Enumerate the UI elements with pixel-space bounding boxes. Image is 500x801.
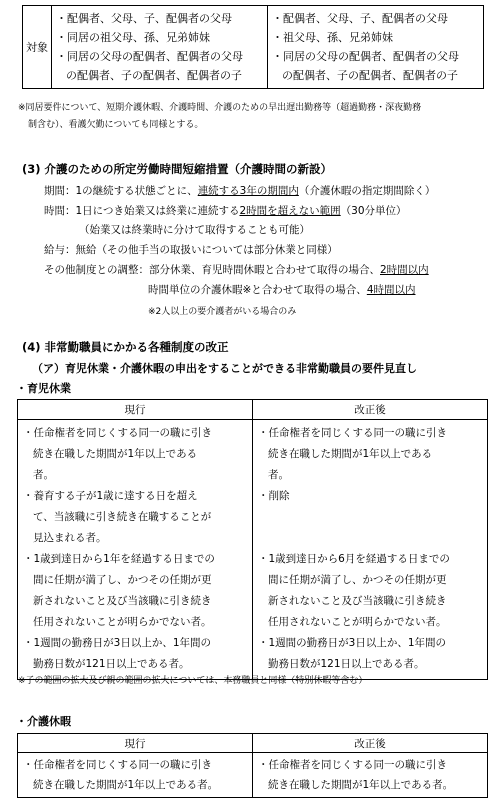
period-note: （介護休暇の指定期間除く） xyxy=(298,185,436,197)
row-line: ・1週間の勤務日が3日以上か、1年間の xyxy=(258,637,447,649)
row-line: 新されないこと及び当該職に引き続き xyxy=(33,595,212,607)
col-current-header: 現行 xyxy=(18,400,253,420)
current-cell xyxy=(18,420,253,676)
row-line: 者。 xyxy=(268,469,289,481)
note-line: ※同居要件について、短期介護休暇、介護時間、介護のための早出遅出勤務等（超過勤務・深夜勤務 xyxy=(18,103,422,113)
childcare-label: ・育児休業 xyxy=(16,382,71,395)
adjust-text: その他制度との調整：部分休業、育児時間休暇と合わせて取得の場合、 xyxy=(44,264,380,276)
row-line: 任用されないことが明らかでない者。 xyxy=(33,616,212,628)
row-line: ・1週間の勤務日が3日以上か、1年間の xyxy=(23,637,212,649)
row-line: 続き在職した期間が1年以上である者。 xyxy=(33,779,219,791)
row-line: 者。 xyxy=(33,469,54,481)
row-line: 新されないこと及び当該職に引き続き xyxy=(268,595,447,607)
care-revised-cell xyxy=(253,753,488,798)
target-revised-line: の配偶者、子の配偶者、配偶者の子 xyxy=(282,69,458,82)
pay-line: 給与：無給（その他手当の取扱いについては部分休業と同様） xyxy=(44,244,338,256)
time-text: 時間：1日につき始業又は終業に連続する xyxy=(44,205,240,217)
adjust-underlined: 4時間以内 xyxy=(366,284,416,296)
row-line: 勤務日数が121日以上である者。 xyxy=(33,658,190,670)
target-current-line: ・配偶者、父母、子、配偶者の父母 xyxy=(56,12,232,25)
target-current-cell xyxy=(52,6,268,89)
row-line: 見込まれる者。 xyxy=(33,532,107,544)
note-cohabitation xyxy=(18,100,493,134)
section3-heading: (3) 介護のための所定労働時間短縮措置（介護時間の新設） xyxy=(22,162,333,176)
target-current-line: ・同居の父母の配偶者、配偶者の父母 xyxy=(56,50,243,63)
target-revised-line: ・祖父母、孫、兄弟姉妹 xyxy=(272,31,393,44)
care-current-cell xyxy=(18,753,253,798)
row-line: 勤務日数が121日以上である者。 xyxy=(268,658,425,670)
adjust-underlined: 2時間以内 xyxy=(380,264,429,276)
period-underlined: 連続する3年の期間内 xyxy=(197,185,299,197)
adjust-line-2 xyxy=(148,282,416,297)
row-line: 続き在職した期間が1年以上である者。 xyxy=(268,779,454,791)
target-current-line: ・同居の祖父母、孫、兄弟姉妹 xyxy=(56,31,210,44)
row-line: ・任命権者を同じくする同一の職に引き xyxy=(258,759,447,771)
row-line: 続き在職した期間が1年以上である xyxy=(268,448,433,460)
adjust-footnote: ※2人以上の要介護者がいる場合のみ xyxy=(148,307,297,317)
row-line: て、当該職に引き続き在職することが xyxy=(33,511,212,523)
revised-cell xyxy=(253,420,488,676)
row-line: 続き在職した期間が1年以上である xyxy=(33,448,198,460)
row-line: ・1歳到達日から1年を経過する日までの xyxy=(23,553,215,565)
target-revised-line: ・配偶者、父母、子、配偶者の父母 xyxy=(272,12,448,25)
target-label: 対象 xyxy=(23,6,52,89)
period-line xyxy=(44,183,435,198)
note-line: 制含む）、看護欠勤についても同様とする。 xyxy=(28,120,204,130)
time-note: （30分単位） xyxy=(340,205,407,217)
care-table xyxy=(17,733,488,798)
col-revised-header: 改正後 xyxy=(253,734,488,753)
period-text: 期間：1の継続する状態ごとに、 xyxy=(44,185,198,197)
row-line: ・1歳到達日から6月を経過する日までの xyxy=(258,553,450,565)
adjust-text: 時間単位の介護休暇※と合わせて取得の場合、 xyxy=(148,284,367,296)
row-line: ・任命権者を同じくする同一の職に引き xyxy=(23,427,212,439)
target-revised-cell xyxy=(268,6,484,89)
col-revised-header: 改正後 xyxy=(253,400,488,420)
row-line: ・養育する子が1歳に達する日を超え xyxy=(23,490,198,502)
row-line: 間に任期が満了し、かつその任期が更 xyxy=(33,574,212,586)
spacer xyxy=(258,507,482,549)
row-line: ・任命権者を同じくする同一の職に引き xyxy=(23,759,212,771)
note-scope: ※子の範囲の拡大及び親の範囲の拡大については、本務職員と同様（特別休暇等含む） xyxy=(18,676,368,686)
time-underlined: 2時間を超えない範囲 xyxy=(239,205,341,217)
target-table xyxy=(22,5,484,89)
time-line xyxy=(44,203,407,218)
care-label: ・介護休暇 xyxy=(16,715,71,728)
row-line: ・任命権者を同じくする同一の職に引き xyxy=(258,427,447,439)
col-current-header: 現行 xyxy=(18,734,253,753)
section4-heading: (4) 非常勤職員にかかる各種制度の改正 xyxy=(22,340,229,354)
target-revised-line: ・同居の父母の配偶者、配偶者の父母 xyxy=(272,50,459,63)
row-line: ・削除 xyxy=(258,490,290,502)
childcare-table xyxy=(17,399,488,680)
row-line: 間に任期が満了し、かつその任期が更 xyxy=(268,574,447,586)
section4-subheading: （ア）育児休業・介護休暇の申出をすることができる非常勤職員の要件見直し xyxy=(32,362,417,375)
target-current-line: の配偶者、子の配偶者、配偶者の子 xyxy=(66,69,242,82)
time-subnote: （始業又は終業時に分けて取得することも可能） xyxy=(79,224,310,236)
row-line: 任用されないことが明らかでない者。 xyxy=(268,616,447,628)
adjust-line-1 xyxy=(44,262,429,277)
